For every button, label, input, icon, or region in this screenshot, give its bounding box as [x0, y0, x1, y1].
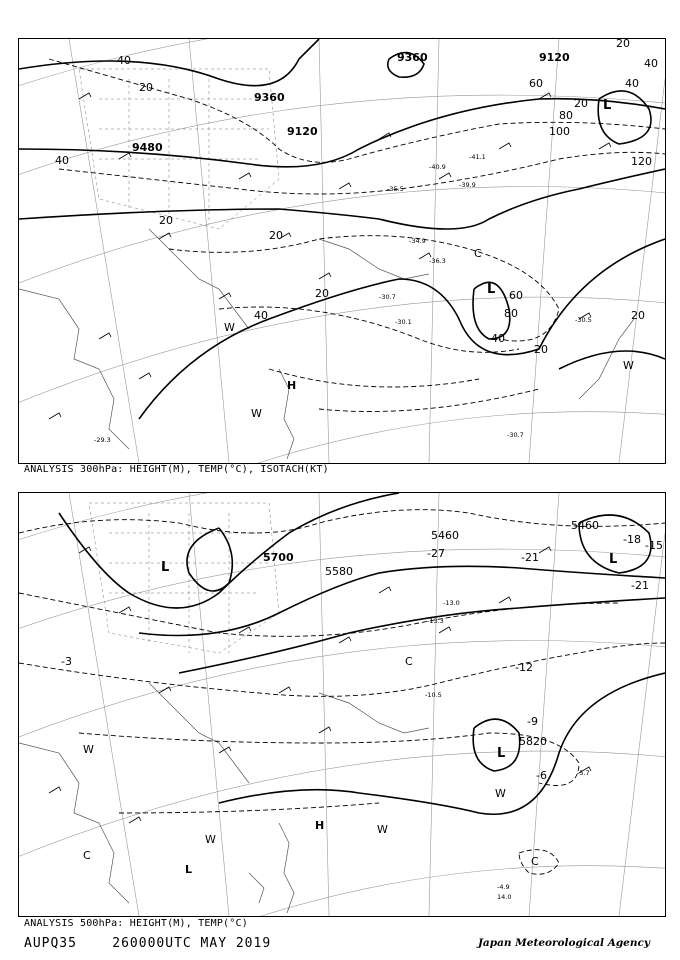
temp-label: -35.5 [387, 185, 404, 193]
wind-barbs [49, 547, 591, 823]
high-center: H [287, 379, 297, 392]
isotach-label: 80 [504, 307, 518, 320]
temp-label: -4.9 [497, 883, 510, 891]
isotach-label: 40 [644, 57, 658, 70]
isotach-label: 20 [574, 97, 588, 110]
map-panel-500hpa [18, 492, 666, 917]
isotach-label: 20 [631, 309, 645, 322]
isotherm-label: -18 [623, 533, 641, 546]
temp-label: -13.0 [443, 599, 460, 607]
isotach-label: 100 [549, 125, 570, 138]
temp-label: -30.7 [379, 293, 396, 301]
isotach-label: 20 [269, 229, 283, 242]
low-center: L [487, 282, 496, 297]
chart-datetime: 260000UTC MAY 2019 [112, 936, 272, 951]
isotherm-label: -3 [61, 655, 72, 668]
agency-name: Japan Meteorological Agency [477, 937, 650, 949]
isotherm-label: -27 [427, 547, 445, 560]
isotach-label: 120 [631, 155, 652, 168]
high-center: H [315, 819, 325, 832]
height-label: 5460 [431, 529, 459, 542]
temp-label: -30.1 [395, 318, 412, 326]
cold-center: C [474, 247, 482, 260]
isotherm-label: -9 [527, 715, 538, 728]
height-label: 9120 [539, 51, 570, 64]
temp-label: -36.3 [429, 257, 446, 265]
temp-label: -13.3 [427, 617, 444, 625]
isotach-label: 20 [616, 39, 630, 50]
isotach-label: 20 [315, 287, 329, 300]
map-500hpa [19, 493, 665, 916]
isotach-label: 40 [491, 332, 505, 345]
temp-label: -10.5 [425, 691, 442, 699]
low-center: L [497, 746, 506, 761]
isotach-label: 40 [254, 309, 268, 322]
height-label: 9360 [254, 91, 285, 104]
low-center: L [609, 552, 618, 567]
isotach-label: 80 [559, 109, 573, 122]
height-label: 5460 [571, 519, 599, 532]
warm-center: W [83, 743, 94, 756]
low-center: L [603, 98, 612, 113]
caption-300hpa: ANALYSIS 300hPa: HEIGHT(M), TEMP(°C), ISOTACH(KT) [24, 464, 329, 475]
cold-center: C [83, 849, 91, 862]
map-panel-300hpa [18, 38, 666, 464]
low-center: L [185, 863, 193, 876]
coastlines [19, 683, 429, 913]
isotach-label: 20 [534, 343, 548, 356]
cold-center: C [405, 655, 413, 668]
isotherm-label: -12 [515, 661, 533, 674]
isotherm-label: -21 [631, 579, 649, 592]
height-contours [19, 39, 665, 419]
temp-label: -34.9 [409, 237, 426, 245]
map-300hpa [19, 39, 665, 463]
height-label: 5820 [519, 735, 547, 748]
isotach-shading [79, 69, 279, 229]
low-center: L [161, 560, 170, 575]
warm-center: W [205, 833, 216, 846]
height-label: 9360 [397, 51, 428, 64]
warm-center: W [495, 787, 506, 800]
height-label: 5580 [325, 565, 353, 578]
isotach-label: 60 [529, 77, 543, 90]
temp-label: -41.1 [469, 153, 486, 161]
isotherm-label: -21 [521, 551, 539, 564]
isotach-label: 60 [509, 289, 523, 302]
temperature-labels [425, 599, 590, 901]
temp-label: 14.0 [497, 893, 512, 901]
temp-label: -5.7 [577, 769, 590, 777]
isotach-label: 40 [625, 77, 639, 90]
temp-label: -39.9 [459, 181, 476, 189]
chart-id: AUPQ35 [24, 936, 77, 951]
isotach-label: 20 [159, 214, 173, 227]
isotach-label: 40 [117, 54, 131, 67]
graticule [19, 39, 665, 463]
isotherm-label: -6 [536, 769, 547, 782]
warm-center: W [377, 823, 388, 836]
isotherm-label: -15 [645, 539, 663, 552]
isotherm-labels [61, 533, 663, 782]
graticule [19, 493, 665, 916]
pressure-centers [83, 552, 617, 876]
warm-center: W [224, 321, 235, 334]
warm-center: W [251, 407, 262, 420]
temp-label: -30.7 [507, 431, 524, 439]
warm-center: W [623, 359, 634, 372]
cold-center: C [531, 855, 539, 868]
temp-label: -29.3 [94, 436, 111, 444]
height-label: 5700 [263, 551, 294, 564]
chart-footer [24, 936, 271, 951]
caption-500hpa: ANALYSIS 500hPa: HEIGHT(M), TEMP(°C) [24, 918, 248, 929]
isotach-label: 20 [139, 81, 153, 94]
height-label: 9480 [132, 141, 163, 154]
temp-label: -30.5 [575, 316, 592, 324]
isotach-label: 40 [55, 154, 69, 167]
height-label: 9120 [287, 125, 318, 138]
temp-label: -40.9 [429, 163, 446, 171]
